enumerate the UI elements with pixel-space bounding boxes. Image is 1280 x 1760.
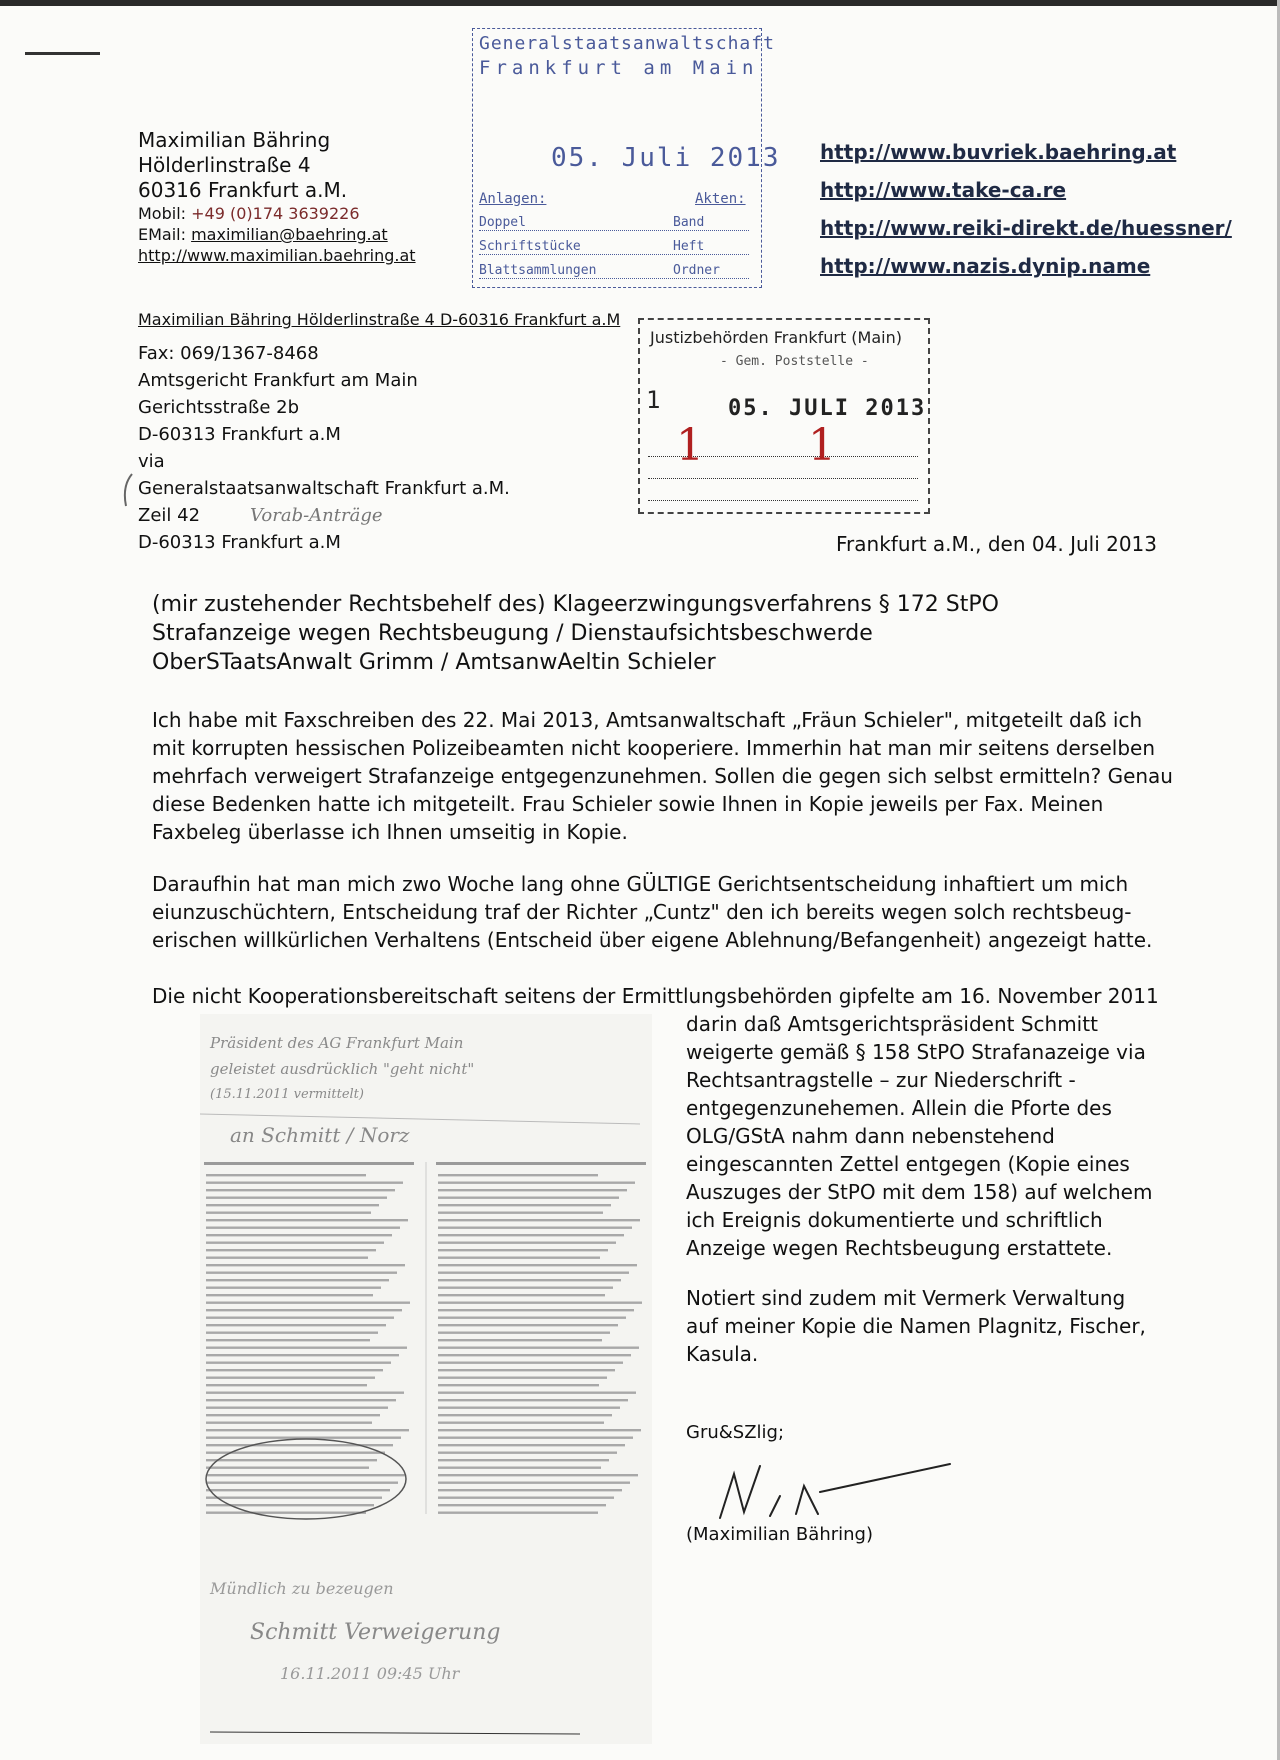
greeting: Gru&SZlig; [686, 1422, 785, 1443]
sender-website-line [138, 245, 416, 266]
body-line: entgegenzunehemen. Allein die Pforte des [686, 1096, 1112, 1120]
stamp-gsta-line1: Generalstaatsanwaltschaft [479, 33, 775, 54]
scan-print-line [206, 1204, 379, 1206]
handwritten-mark-red-2: 1 [808, 420, 836, 471]
signature-name: (Maximilian Bähring) [686, 1524, 873, 1545]
scan-print-line [438, 1309, 634, 1311]
body-line: auf meiner Kopie die Namen Plagnitz, Fischer, [686, 1314, 1146, 1338]
scan-print-line [438, 1474, 638, 1476]
scan-print-line [206, 1174, 366, 1176]
scan-print-line [206, 1257, 368, 1259]
scan-print-line [438, 1422, 604, 1424]
scan-print-line [438, 1377, 607, 1379]
scan-print-line [438, 1219, 640, 1221]
scan-print-line [438, 1197, 619, 1199]
scan-print-line [438, 1279, 621, 1281]
scan-print-line [206, 1287, 381, 1289]
scan-print-line [438, 1249, 608, 1251]
scan-hand-top-3: (15.11.2011 vermittelt) [210, 1087, 364, 1102]
scan-print-line [438, 1174, 598, 1176]
body-line: OLG/GStA nahm dann nebenstehend [686, 1124, 1055, 1148]
stamp-justiz-number: 1 [646, 386, 661, 414]
signature [700, 1456, 960, 1526]
scan-print-line [206, 1272, 397, 1274]
stamp-gsta-line2: Frankfurt am Main [479, 57, 759, 79]
body-line: Ich habe mit Faxschreiben des 22. Mai 2013, Amtsanwaltschaft „Fräun Schieler", mitgeteilt daß ich [152, 708, 1143, 732]
paragraph-2 [152, 870, 1172, 954]
stamp-justiz-dotline [648, 500, 918, 501]
stamp-gsta-row: Blattsammlungen Ordner [479, 263, 749, 279]
scan-print-line [438, 1287, 613, 1289]
body-line: Faxbeleg überlasse ich Ihnen umseitig in Kopie. [152, 820, 628, 844]
scan-print-line [206, 1279, 389, 1281]
scan-print-line [206, 1407, 388, 1409]
scan-print-line [206, 1294, 373, 1296]
scan-print-line [206, 1219, 408, 1221]
scan-print-line [206, 1429, 409, 1431]
scan-print-line [438, 1234, 624, 1236]
body-line: erischen willkürlichen Verhaltens (Entscheid über eigene Ablehnung/Befangenheit) angezeigt hatte. [152, 928, 1153, 952]
sender-email-link[interactable]: maximilian@baehring.at [191, 225, 388, 244]
body-line: Rechtsantragstelle – zur Niederschrift - [686, 1068, 1076, 1092]
link-take-care[interactable]: http://www.take-ca.re [820, 178, 1067, 202]
scan-print-line [206, 1459, 377, 1461]
scan-print-line [438, 1369, 615, 1371]
return-address-line: Maximilian Bähring Hölderlinstraße 4 D-60316 Frankfurt a.M [138, 310, 621, 329]
stamp-justiz-dotline [648, 478, 918, 479]
stamp-gsta-anlagen: Anlagen: [479, 191, 547, 207]
sender-block [138, 128, 416, 266]
body-line: weigerte gemäß § 158 StPO Strafanazeige via [686, 1040, 1146, 1064]
sender-street: Hölderlinstraße 4 [138, 153, 311, 177]
page-top-edge [0, 0, 1280, 6]
scan-print-line [438, 1467, 601, 1469]
scan-print-line [438, 1437, 633, 1439]
recipient-fax: Fax: 069/1367-8468 [138, 343, 319, 364]
scan-print-line [438, 1294, 605, 1296]
scan-print-line [438, 1317, 626, 1319]
body-line: eingescannten Zettel entgegen (Kopie eines [686, 1152, 1130, 1176]
scan-print-line [438, 1257, 600, 1259]
scan-print-line [438, 1302, 642, 1304]
scan-print-line [206, 1182, 403, 1184]
scan-print-line [206, 1377, 375, 1379]
scan-print-line [206, 1497, 382, 1499]
subject-line: Strafanzeige wegen Rechtsbeugung / Dienstaufsichtsbeschwerde [152, 621, 873, 646]
fold-mark [25, 52, 100, 55]
scan-hand-bottom-3: 16.11.2011 09:45 Uhr [280, 1664, 460, 1683]
scan-print-line [206, 1384, 367, 1386]
scan-print-line [206, 1227, 400, 1229]
stamp-justiz-date: 05. JULI 2013 [728, 396, 927, 421]
recipient-zeil-line [138, 502, 510, 529]
scan-print-line [438, 1362, 623, 1364]
scan-print-line [206, 1347, 407, 1349]
link-buvriek[interactable]: http://www.buvriek.baehring.at [820, 140, 1177, 164]
recipient-via: via [138, 451, 165, 472]
sender-email-line [138, 224, 416, 245]
scan-print-line [206, 1399, 396, 1401]
scan-print-line [206, 1197, 387, 1199]
recipient-city2: D-60313 Frankfurt a.M [138, 532, 341, 553]
body-line: Daraufhin hat man mich zwo Woche lang ohne GÜLTIGE Gerichtsentscheidung inhaftiert um mich [152, 872, 1129, 896]
scan-print-line [438, 1354, 631, 1356]
mobile-label: Mobil: [138, 204, 187, 223]
scan-print-line [438, 1482, 630, 1484]
handwritten-mark-red: 1 [676, 420, 704, 471]
recipient-gsta: Generalstaatsanwaltschaft Frankfurt a.M. [138, 478, 510, 499]
scan-print-line [438, 1429, 641, 1431]
scan-print-line [438, 1407, 620, 1409]
scan-print-line [206, 1512, 366, 1514]
stamp-gsta-date: 05. Juli 2013 [551, 143, 781, 173]
scan-print-line [206, 1354, 399, 1356]
sender-mobile-line [138, 203, 416, 224]
scan-print-line [206, 1467, 369, 1469]
scanned-stpo-note [200, 1014, 652, 1744]
right-column-text [686, 1010, 1166, 1262]
body-line: eiunzuschüchtern, Entscheidung traf der Richter „Cuntz" den ich bereits wegen solch rechtsbeug- [152, 900, 1132, 924]
body-line: Kasula. [686, 1342, 759, 1366]
scan-print-line [438, 1512, 598, 1514]
body-line: darin daß Amtsgerichtspräsident Schmitt [686, 1012, 1098, 1036]
link-reiki[interactable]: http://www.reiki-direkt.de/huessner/ [820, 216, 1232, 240]
scan-print-line [206, 1422, 372, 1424]
subject-line: OberSTaatsAnwalt Grimm / AmtsanwAeltin Schieler [152, 650, 716, 675]
scan-print-line [438, 1347, 639, 1349]
scan-print-line [206, 1332, 378, 1334]
sender-name: Maximilian Bähring [138, 128, 331, 152]
body-line: diese Bedenken hatte ich mitgeteilt. Frau Schieler sowie Ihnen in Kopie jeweils per Fax. Meinen [152, 792, 1104, 816]
scan-print-line [206, 1212, 371, 1214]
sender-city: 60316 Frankfurt a.M. [138, 178, 348, 202]
scan-print-line [438, 1324, 618, 1326]
scan-print-line [438, 1242, 616, 1244]
recipient-street: Gerichtsstraße 2b [138, 397, 300, 418]
link-nazis[interactable]: http://www.nazis.dynip.name [820, 254, 1151, 278]
gsta-receipt-stamp [472, 28, 781, 288]
scan-print-line [438, 1497, 614, 1499]
scan-hand-top-1: Präsident des AG Frankfurt Main [210, 1034, 464, 1052]
scan-print-line [438, 1339, 602, 1341]
recipient-block [138, 340, 510, 556]
scan-print-line [206, 1302, 410, 1304]
scan-print-line [438, 1489, 622, 1491]
scan-print-line [438, 1384, 599, 1386]
scan-hand-bottom-2: Schmitt Verweigerung [250, 1620, 501, 1645]
justiz-receipt-stamp [638, 318, 930, 514]
stamp-gsta-akten: Akten: [695, 191, 746, 207]
subject-line: (mir zustehender Rechtsbehelf des) Klageerzwingungsverfahrens § 172 StPO [152, 592, 999, 617]
scan-print-line [206, 1249, 376, 1251]
scan-print-line [206, 1324, 386, 1326]
recipient-city: D-60313 Frankfurt a.M [138, 424, 341, 445]
body-line: ich Ereignis dokumentierte und schriftlich [686, 1208, 1103, 1232]
body-line: mit korrupten hessischen Polizeibeamten nicht kooperiere. Immerhin hat man mir seitens derselben [152, 736, 1155, 760]
scan-hand-top-2: geleistet ausdrücklich "geht nicht" [210, 1060, 475, 1078]
stamp-gsta-row: Doppel Band [479, 215, 749, 231]
subject-block [152, 590, 999, 677]
sender-website-link[interactable]: http://www.maximilian.baehring.at [138, 246, 416, 265]
scan-print-line [206, 1242, 384, 1244]
body-line: mehrfach verweigert Strafanzeige entgegenzunehmen. Sollen die gegen sich selbst ermitteln? Genau [152, 764, 1173, 788]
scan-print-line [438, 1212, 603, 1214]
scan-print-line [438, 1392, 636, 1394]
recipient-zeil: Zeil 42 [138, 505, 201, 526]
scan-print-line [438, 1452, 617, 1454]
body-line: Notiert sind zudem mit Vermerk Verwaltung [686, 1286, 1126, 1310]
scan-print-line [206, 1264, 405, 1266]
scan-print-line [206, 1489, 390, 1491]
scan-print-line [206, 1339, 370, 1341]
scan-hand-top-4: an Schmitt / Norz [230, 1123, 410, 1147]
scan-print-line [438, 1264, 637, 1266]
scan-print-line [438, 1189, 627, 1191]
notes-paragraph [686, 1284, 1146, 1368]
scan-print-line [438, 1204, 611, 1206]
scan-print-line [206, 1474, 406, 1476]
scan-print-line [206, 1414, 380, 1416]
handwritten-note: Vorab-Anträge [250, 505, 383, 526]
scan-print-line [438, 1182, 635, 1184]
scan-print-line [438, 1272, 629, 1274]
paragraph-3 [152, 982, 1172, 1010]
stamp-justiz-line2: - Gem. Poststelle - [720, 354, 869, 369]
scan-print-line [438, 1332, 610, 1334]
sender-mobile: +49 (0)174 3639226 [191, 204, 360, 223]
scan-print-line [438, 1227, 632, 1229]
paragraph-1 [152, 706, 1172, 846]
scan-print-line [206, 1309, 402, 1311]
scan-print-line [206, 1362, 391, 1364]
recipient-court: Amtsgericht Frankfurt am Main [138, 370, 418, 391]
scan-print-line [206, 1317, 394, 1319]
scan-print-line [206, 1189, 395, 1191]
body-line: Die nicht Kooperationsbereitschaft seitens der Ermittlungsbehörden gipfelte am 16. November 2011 [152, 984, 1159, 1008]
scan-print-line [206, 1392, 404, 1394]
scan-print-line [438, 1399, 628, 1401]
stamp-justiz-line1: Justizbehörden Frankfurt (Main) [650, 328, 902, 347]
link-list [820, 133, 1232, 285]
body-line: Auszuges der StPO mit dem 158) auf welchem [686, 1180, 1153, 1204]
body-line: Anzeige wegen Rechtsbeugung erstattete. [686, 1236, 1113, 1260]
scan-hand-bottom-1: Mündlich zu bezeugen [210, 1579, 394, 1598]
letter-date: Frankfurt a.M., den 04. Juli 2013 [836, 532, 1158, 556]
scan-print-line [206, 1234, 392, 1236]
scan-print-line [206, 1482, 398, 1484]
scan-print-line [438, 1414, 612, 1416]
scan-print-line [438, 1444, 625, 1446]
scan-print-line [206, 1369, 383, 1371]
email-label: EMail: [138, 225, 186, 244]
stamp-gsta-row: Schriftstücke Heft [479, 239, 749, 255]
scan-print-line [438, 1504, 606, 1506]
handwritten-bracket [118, 470, 138, 510]
scan-print-line [438, 1459, 609, 1461]
